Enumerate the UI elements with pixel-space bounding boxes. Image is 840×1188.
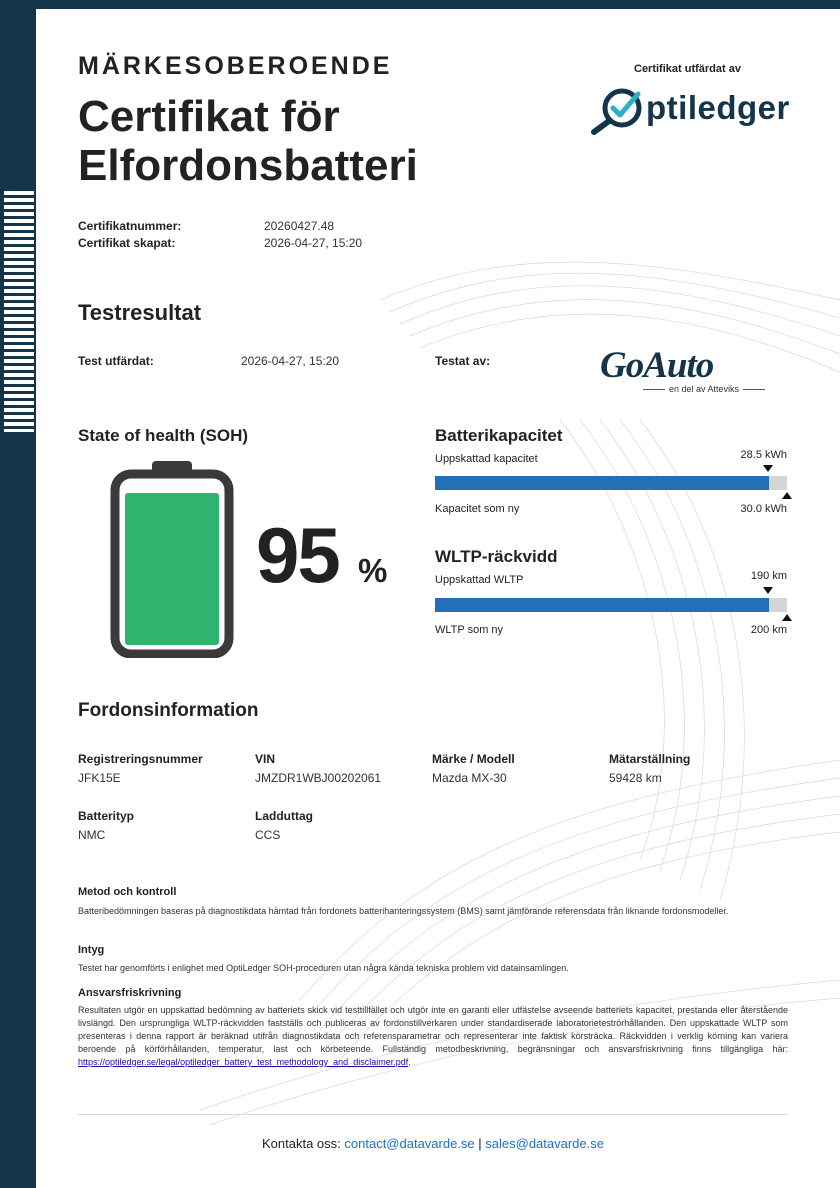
wltp-new-label: WLTP som ny bbox=[435, 624, 504, 636]
make-model-value: Mazda MX-30 bbox=[432, 771, 507, 785]
disclaimer-heading: Ansvarsfriskrivning bbox=[78, 987, 182, 999]
goauto-subtitle: en del av Atteviks bbox=[624, 384, 784, 394]
optiledger-wordmark: ptiledger bbox=[646, 89, 790, 126]
disclaimer-link[interactable]: https://optiledger.se/legal/optiledger_battery_test_methodology_and_disclaimer.pdf bbox=[78, 1057, 409, 1067]
magnifier-check-icon bbox=[588, 84, 648, 136]
odometer-value: 59428 km bbox=[609, 771, 662, 785]
issued-by-label: Certifikat utfärdat av bbox=[634, 63, 741, 75]
make-model-label: Märke / Modell bbox=[432, 752, 515, 766]
battery-charge-fill bbox=[125, 493, 219, 645]
battery-icon bbox=[110, 460, 234, 658]
optiledger-logo bbox=[588, 84, 788, 136]
disclaimer-paragraph bbox=[78, 1004, 788, 1069]
footer-contact bbox=[0, 1136, 840, 1151]
certificate-created-value: 2026-04-27, 15:20 bbox=[264, 236, 363, 250]
capacity-heading: Batterikapacitet bbox=[435, 426, 563, 445]
footer-contact-prefix: Kontakta oss: bbox=[262, 1136, 345, 1151]
test-issued-value: 2026-04-27, 15:20 bbox=[241, 354, 340, 368]
battery-type-label: Batterityp bbox=[78, 809, 135, 823]
test-issued-label: Test utfärdat: bbox=[78, 354, 154, 368]
wltp-new-value: 200 km bbox=[750, 624, 787, 636]
connector-value: CCS bbox=[255, 828, 281, 842]
certificate-number-value: 20260427.48 bbox=[264, 219, 335, 233]
connector-label: Ladduttag bbox=[255, 809, 313, 823]
test-results-heading: Testresultat bbox=[78, 300, 202, 325]
tested-by-label: Testat av: bbox=[435, 354, 491, 368]
capacity-estimated-marker bbox=[763, 465, 773, 472]
soh-heading: State of health (SOH) bbox=[78, 426, 249, 445]
vin-label: VIN bbox=[255, 752, 276, 766]
goauto-wordmark: GoAuto bbox=[600, 345, 714, 386]
battery-type-value: NMC bbox=[78, 828, 106, 842]
footer-divider bbox=[78, 1114, 788, 1115]
capacity-bar bbox=[435, 476, 787, 490]
contact-email-link[interactable]: contact@datavarde.se bbox=[344, 1136, 475, 1151]
vin-value: JMZDR1WBJ00202061 bbox=[255, 771, 382, 785]
footer-separator: | bbox=[474, 1136, 486, 1151]
wltp-estimated-label: Uppskattad WLTP bbox=[435, 574, 524, 586]
certificate-number-label: Certifikatnummer: bbox=[78, 219, 182, 233]
method-text: Batteribedömningen baseras på diagnostikdata hämtad från fordonets batterihanteringssystem (BMS) samt jämförande referensdata från liknande fordonsmodeller. bbox=[78, 906, 729, 916]
page-title: Certifikat för Elfordonsbatteri bbox=[78, 92, 418, 190]
top-accent-bar bbox=[0, 0, 840, 9]
capacity-bar-fill bbox=[435, 476, 769, 490]
left-stripes-decoration bbox=[4, 191, 34, 432]
wltp-bar bbox=[435, 598, 787, 612]
method-heading: Metod och kontroll bbox=[78, 886, 177, 898]
reg-label: Registreringsnummer bbox=[78, 752, 203, 766]
attestation-text: Testet har genomförts i enlighet med OptiLedger SOH-proceduren utan några kända tekniska problem vid datainsamlingen. bbox=[78, 963, 569, 973]
odometer-label: Mätarställning bbox=[609, 752, 691, 766]
attestation-heading: Intyg bbox=[78, 944, 105, 956]
vehicle-info-heading: Fordonsinformation bbox=[78, 700, 259, 721]
certificate-created-label: Certifikat skapat: bbox=[78, 236, 176, 250]
left-accent-bar bbox=[0, 0, 36, 1188]
soh-unit: % bbox=[358, 552, 388, 589]
reg-value: JFK15E bbox=[78, 771, 121, 785]
disclaimer-end: . bbox=[408, 1057, 411, 1067]
wltp-bar-fill bbox=[435, 598, 769, 612]
wltp-new-marker bbox=[782, 614, 792, 621]
soh-value: 95 bbox=[256, 511, 339, 599]
sales-email-link[interactable]: sales@datavarde.se bbox=[485, 1136, 604, 1151]
goauto-logo bbox=[600, 344, 790, 394]
capacity-new-value: 30.0 kWh bbox=[740, 503, 787, 515]
wltp-estimated-marker bbox=[763, 587, 773, 594]
wltp-heading: WLTP-räckvidd bbox=[435, 547, 558, 566]
capacity-estimated-value: 28.5 kWh bbox=[740, 449, 787, 461]
capacity-new-marker bbox=[782, 492, 792, 499]
wltp-estimated-value: 190 km bbox=[750, 570, 787, 582]
brand-independent-kicker: MÄRKESOBEROENDE bbox=[78, 52, 393, 80]
disclaimer-text: Resultaten utgör en uppskattad bedömning av batteriets skick vid testtillfället och utgör inte en garanti eller utfästelse avseende batteriets kapacitet, prestanda eller återstående livslängd. Den ursprungliga WLTP-räckvidden fastställs och publiceras av fordonstillverkaren under standardiserade laboratorieteströrhållanden. Den uppskattade WLTP som presenteras i denna rapport är beräknad utifrån diagnostikdata och referensparametrar och representerar inte faktisk körsträcka. Räckvidden i verklig körning kan variera beroende på körförhållanden, temperatur, last och körbeteende. Fullständig metodbeskrivning, begränsningar och ansvarsfriskrivning finns tillgängliga här: bbox=[78, 1005, 788, 1054]
capacity-new-label: Kapacitet som ny bbox=[435, 503, 520, 515]
capacity-estimated-label: Uppskattad kapacitet bbox=[435, 453, 538, 465]
